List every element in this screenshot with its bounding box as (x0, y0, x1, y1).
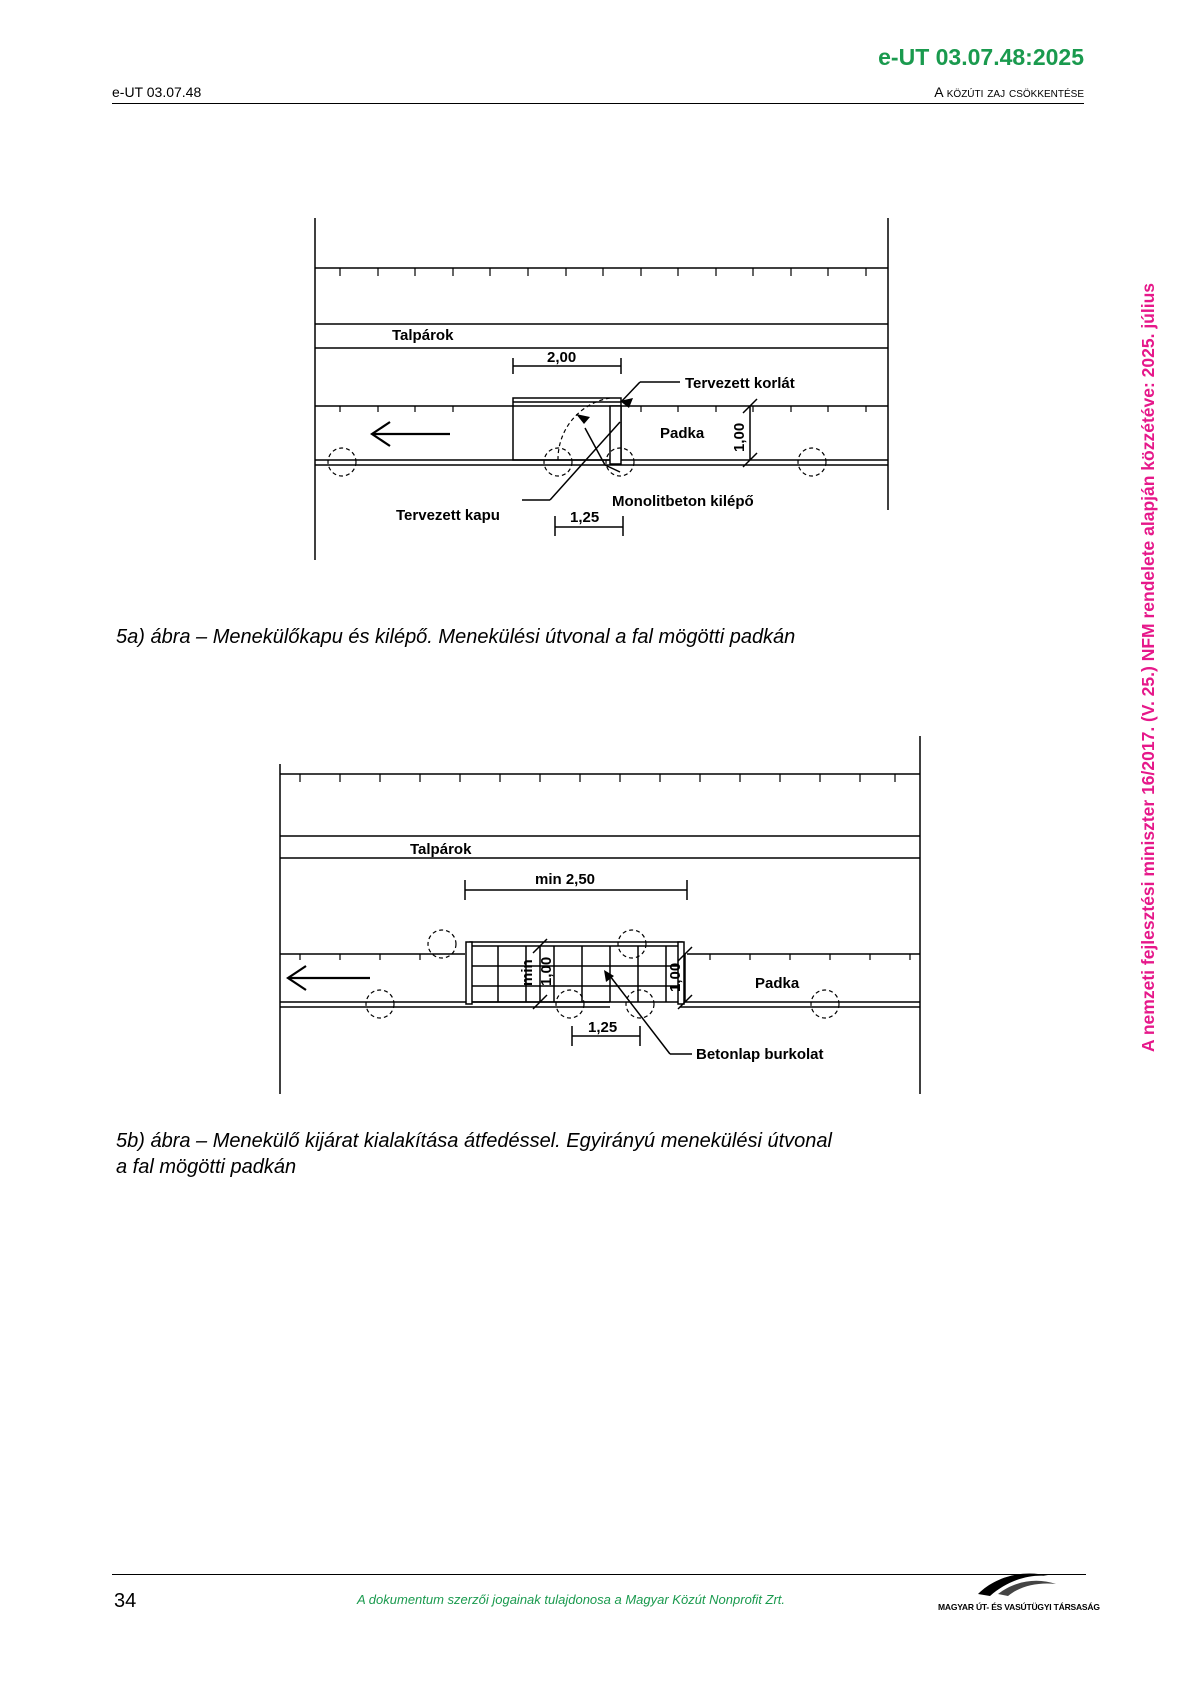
figure-5a-caption: 5a) ábra – Menekülőkapu és kilépő. Menekülési útvonal a fal mögötti padkán (116, 626, 796, 648)
label-padka-a: Padka (660, 425, 705, 442)
logo-text: MAGYAR ÚT- ÉS VASÚTÜGYI TÁRSASÁG (938, 1602, 1100, 1612)
label-talparok-a: Talpárok (392, 327, 454, 344)
label-padka-b: Padka (755, 975, 800, 992)
side-publication-note: A nemzeti fejlesztési miniszter 16/2017. (V. 25.) NFM rendelete alapján közzétéve: 2025. július (1138, 282, 1158, 1052)
dim-height-a: 1,00 (731, 422, 748, 452)
figure-5b-caption-line2: a fal mögötti padkán (116, 1156, 297, 1178)
dim-height-b: 1,00 (667, 962, 684, 992)
dim-inner-b: 1,00 (538, 956, 555, 986)
label-korlat-a: Tervezett korlát (685, 375, 795, 392)
page-number: 34 (114, 1590, 137, 1612)
dim-width-b: min 2,50 (535, 871, 596, 888)
figure-5a (300, 210, 900, 570)
road-swoosh-icon (938, 1570, 1088, 1600)
footer-copyright-note: A dokumentum szerzői jogainak tulajdonosa a Magyar Közút Nonprofit Zrt. (357, 1592, 786, 1607)
figure-5b (270, 734, 930, 1104)
society-logo (938, 1570, 1100, 1614)
label-kapu-a: Tervezett kapu (396, 507, 500, 524)
header-rule (112, 103, 1084, 104)
label-kilepo-a: Monolitbeton kilépő (612, 493, 754, 510)
document-code: e-UT 03.07.48:2025 (878, 44, 1084, 70)
figure-5b-caption (116, 1128, 832, 1180)
label-burkolat-b: Betonlap burkolat (696, 1046, 824, 1063)
header-left: e-UT 03.07.48 (112, 84, 202, 100)
dim-bottom-a: 1,25 (570, 509, 600, 526)
label-min-b: min (519, 959, 536, 986)
header-title: A közúti zaj csökkentése (934, 84, 1084, 100)
figure-5b-caption-line1: 5b) ábra – Menekülő kijárat kialakítása átfedéssel. Egyirányú menekülési útvonal (116, 1130, 832, 1152)
dim-bottom-b: 1,25 (588, 1019, 618, 1036)
dim-width-a: 2,00 (547, 349, 577, 366)
label-talparok-b: Talpárok (410, 841, 472, 858)
